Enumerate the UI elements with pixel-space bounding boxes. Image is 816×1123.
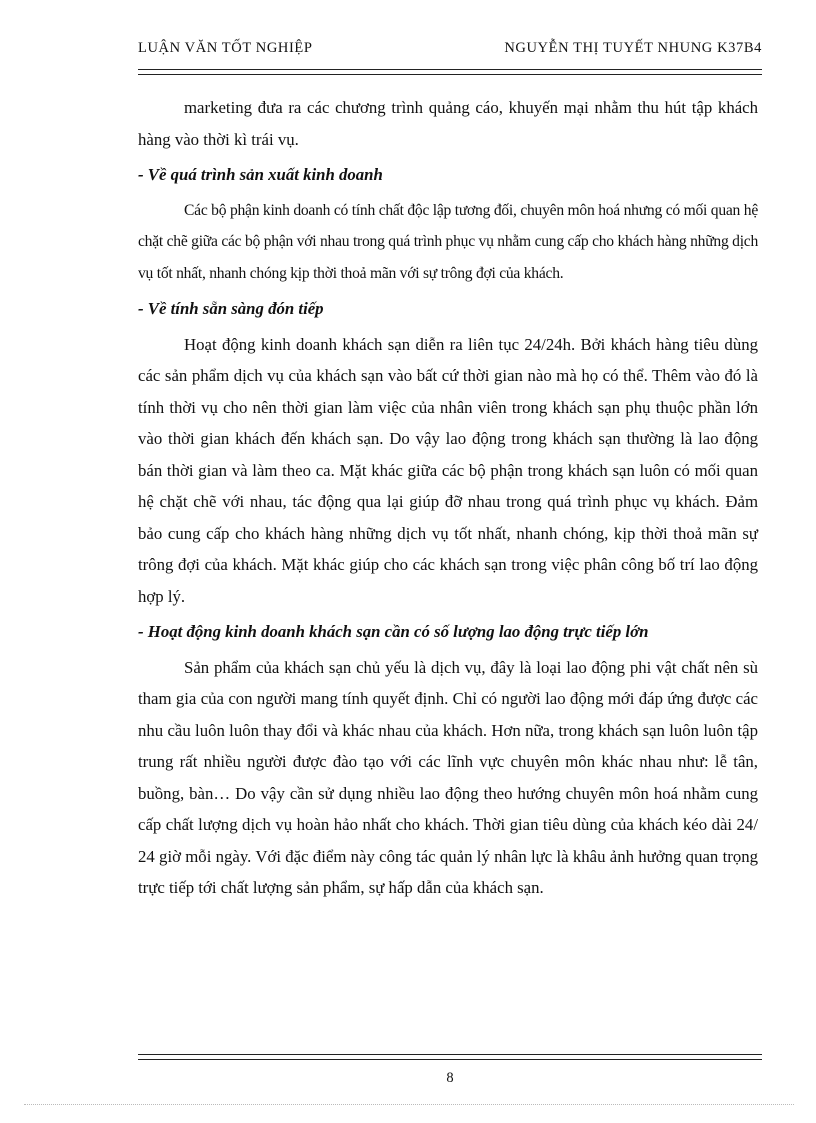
page-header [138, 40, 762, 57]
paragraph-readiness: Hoạt động kinh doanh khách sạn diễn ra liên tục 24/24h. Bởi khách hàng tiêu dùng các sản phẩm dịch vụ của khách sạn vào bất cứ thời gian nào mà họ có thể. Thêm vào đó là tính thời vụ cho nên thời gian làm việc của nhân viên trong khách sạn phụ thuộc phần lớn vào thời gian khách đến khách sạn. Do vậy lao động trong khách sạn thường là lao động bán thời gian và làm theo ca. Mặt khác giữa các bộ phận trong khách sạn luôn có mối quan hệ chặt chẽ với nhau, tác động qua lại giúp đỡ nhau trong quá trình phục vụ khách. Đảm bảo cung cấp cho khách hàng những dịch vụ tốt nhất, nhanh chóng, kịp thời thoả mãn sự trông đợi của khách. Mặt khác giúp cho các khách sạn trong việc phân công bố trí lao động hợp lý. [138, 334, 758, 606]
document-body [138, 92, 758, 904]
header-rule-bottom [138, 74, 762, 75]
header-rule-top [138, 69, 762, 70]
page-edge-dotted-line [24, 1104, 794, 1105]
paragraph-production: Các bộ phận kinh doanh có tính chất độc lập tương đối, chuyên môn hoá nhưng có mối quan hệ chặt chẽ giữa các bộ phận với nhau trong quá trình phục vụ nhằm cung cấp cho khách hàng những dịch vụ tốt nhất, nhanh chóng kịp thời thoả mãn với sự trông đợi của khách. [138, 201, 758, 282]
footer-rule-bottom [138, 1059, 762, 1060]
paragraph-continuation: marketing đưa ra các chương trình quảng cáo, khuyến mại nhằm thu hút tập khách hàng vào thời kì trái vụ. [138, 98, 758, 149]
footer-rule-top [138, 1054, 762, 1055]
page-number: 8 [446, 1070, 454, 1086]
header-left: LUẬN VĂN TỐT NGHIỆP [138, 40, 313, 56]
paragraph-labor: Sản phẩm của khách sạn chủ yếu là dịch vụ, đây là loại lao động phi vật chất nên sù tham gia của con người mang tính quyết định. Chỉ có người lao động mới đáp ứng được các nhu cầu luôn luôn thay đổi và khác nhau của khách. Hơn nữa, trong khách sạn luôn luôn tập trung rất nhiều người được đào tạo với các lĩnh vực chuyên môn khác nhau như: lễ tân, buồng, bàn… Do vậy cần sử dụng nhiều lao động theo hướng chuyên môn hoá nhằm cung cấp chất lượng dịch vụ hoàn hảo nhất cho khách. Thời gian tiêu dùng của khách kéo dài 24/ 24 giờ mỗi ngày. Với đặc điểm này công tác quản lý nhân lực là khâu ảnh hưởng quan trọng trực tiếp tới chất lượng sản phẩm, sự hấp dẫn của khách sạn. [138, 657, 758, 897]
section-heading-readiness: - Về tính sẵn sàng đón tiếp [138, 299, 324, 318]
section-heading-production: - Về quá trình sản xuất kinh doanh [138, 165, 383, 184]
header-right: NGUYỄN THỊ TUYẾT NHUNG K37B4 [504, 40, 762, 56]
section-heading-labor: - Hoạt động kinh doanh khách sạn cần có số lượng lao động trực tiếp lớn [138, 622, 649, 641]
